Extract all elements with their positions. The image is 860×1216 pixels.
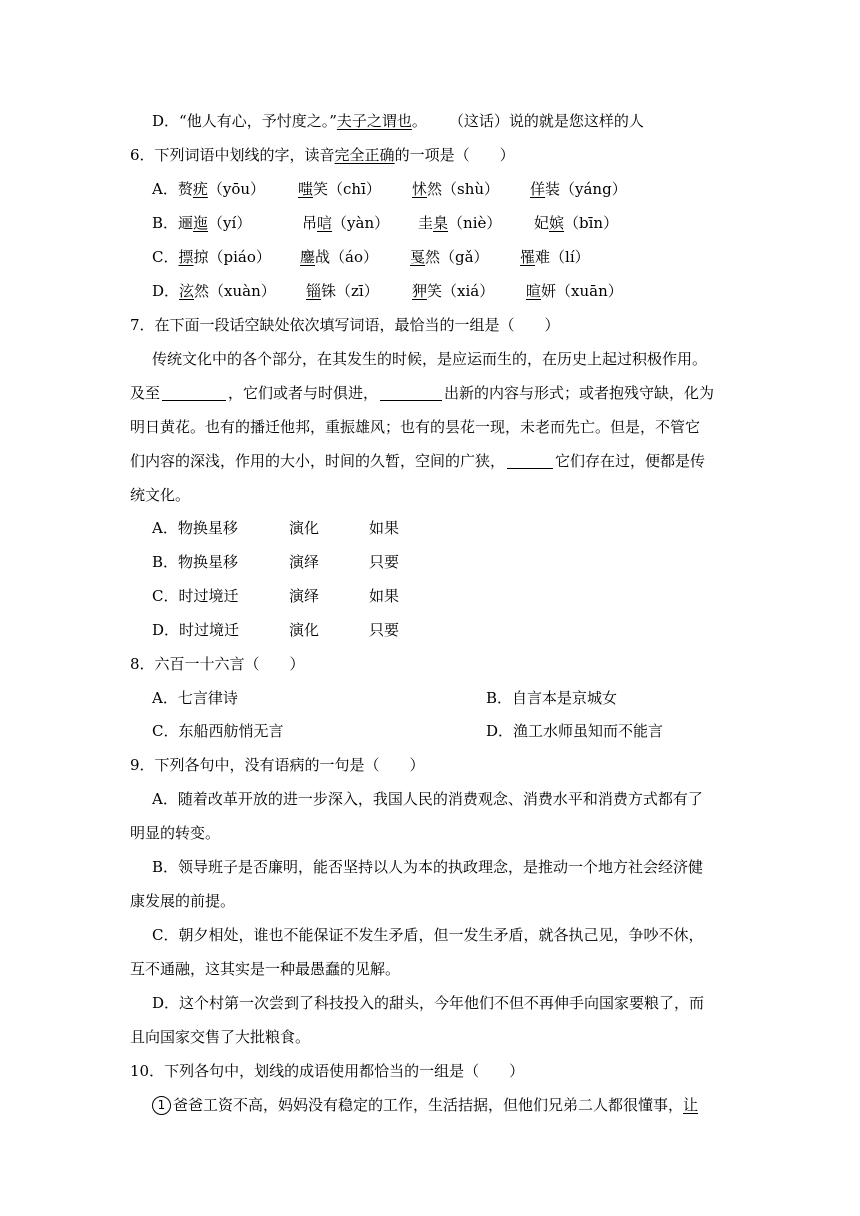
q6-a-item: 嗤笑（chī） <box>298 180 381 198</box>
q8-option-d: D．渔工水师虽知而不能言 <box>486 722 664 740</box>
q9-option-d-cont: 且向国家交售了大批粮食。 <box>130 1028 311 1046</box>
q6-d-item: D．泫然（xuàn） <box>152 282 276 300</box>
q10-stem: 10．下列各句中，划线的成语使用都恰当的一组是（ ） <box>130 1062 525 1080</box>
q7-option-word: 演化 <box>289 621 320 639</box>
q6-c-item: 罹难（lí） <box>520 248 590 266</box>
q7-option-word: 演绎 <box>289 587 320 605</box>
q7-passage-line: 传统文化中的各个部分，在其发生的时候，是应运而生的，在历史上起过积极作用。 <box>152 350 708 368</box>
q6-d-item: 暄妍（xuān） <box>526 282 623 300</box>
q7-stem: 7．在下面一段话空缺处依次填写词语，最恰当的一组是（ ） <box>130 316 560 334</box>
q7-passage-line: 明日黄花。也有的播迁他邦，重振雄风；也有的昙花一现，未老而先亡。但是，不管它 <box>130 418 701 436</box>
q9-option-b-cont: 康发展的前提。 <box>130 892 236 910</box>
q8-stem: 8．六百一十六言（ ） <box>130 655 305 673</box>
blank-3 <box>507 452 553 469</box>
q6-b-item: B．逦迤（yí） <box>152 214 252 232</box>
q7-option-word: 如果 <box>369 519 400 537</box>
q6-b-item: 圭臬（niè） <box>418 214 502 232</box>
q6-d-item: 狎笑（xiá） <box>412 282 495 300</box>
q6-stem: 6．下列词语中划线的字，读音完全正确的一项是（ ） <box>130 146 515 164</box>
q9-option-c: C．朝夕相处，谁也不能保证不发生矛盾，但一发生矛盾，就各执己见，争吵不休， <box>152 926 704 944</box>
q6-a-item: 怵然（shù） <box>412 180 500 198</box>
q9-option-a-cont: 明显的转变。 <box>130 824 221 842</box>
q7-option: B．物换星移 <box>152 553 239 571</box>
q9-option-c-cont: 互不通融，这其实是一种最愚蠢的见解。 <box>130 960 401 978</box>
q7-option-word: 只要 <box>369 621 400 639</box>
q6-c-item: 戛然（gǎ） <box>410 248 489 266</box>
q7-passage-line: 统文化。 <box>130 486 191 504</box>
q8-option-b: B．自言本是京城女 <box>486 689 618 707</box>
q7-option: D．时过境迁 <box>152 621 240 639</box>
q8-option-c: C．东船西舫悄无言 <box>152 722 284 740</box>
q7-option-word: 只要 <box>369 553 400 571</box>
q7-option: C．时过境迁 <box>152 587 239 605</box>
q9-option-b: B．领导班子是否廉明，能否坚持以人为本的执政理念，是推动一个地方社会经济健 <box>152 858 704 876</box>
blank-1 <box>162 384 226 401</box>
q7-passage-line: 们内容的深浅，作用的大小，时间的久暂，空间的广狭， 它们存在过，便都是传 <box>130 452 706 470</box>
blank-2 <box>380 384 442 401</box>
q8-option-a: A．七言律诗 <box>152 689 238 707</box>
q7-option-word: 如果 <box>369 587 400 605</box>
q7-passage-line: 及至 ，它们或者与时俱进， 出新的内容与形式；或者抱残守缺，化为 <box>130 384 715 402</box>
q6-c-item: C．摽掠（piáo） <box>152 248 271 266</box>
q7-option-word: 演化 <box>289 519 320 537</box>
q9-stem: 9．下列各句中，没有语病的一句是（ ） <box>130 756 425 774</box>
q6-a-item: A．赘疣（yōu） <box>152 180 266 198</box>
circled-number: 1 <box>152 1096 171 1115</box>
q6-a-item: 佯装（yáng） <box>530 180 627 198</box>
q10-item-1: 1 爸爸工资不高，妈妈没有稳定的工作，生活拮据，但他们兄弟二人都很懂事，让 <box>152 1095 698 1115</box>
q5-option-d: D．“他人有心，予忖度之。”夫子之谓也。 （这话）说的就是您这样的人 <box>152 112 644 130</box>
q6-c-item: 鏖战（áo） <box>300 248 378 266</box>
q9-option-a: A．随着改革开放的进一步深入，我国人民的消费观念、消费水平和消费方式都有了 <box>152 790 703 808</box>
q6-d-item: 锱铢（zī） <box>306 282 379 300</box>
q7-option-word: 演绎 <box>289 553 320 571</box>
q6-b-item: 吊唁（yàn） <box>302 214 390 232</box>
q9-option-d: D．这个村第一次尝到了科技投入的甜头，今年他们不但不再伸手向国家要粮了，而 <box>152 994 705 1012</box>
q7-option: A．物换星移 <box>152 519 238 537</box>
q6-b-item: 妃嫔（bīn） <box>534 214 619 232</box>
